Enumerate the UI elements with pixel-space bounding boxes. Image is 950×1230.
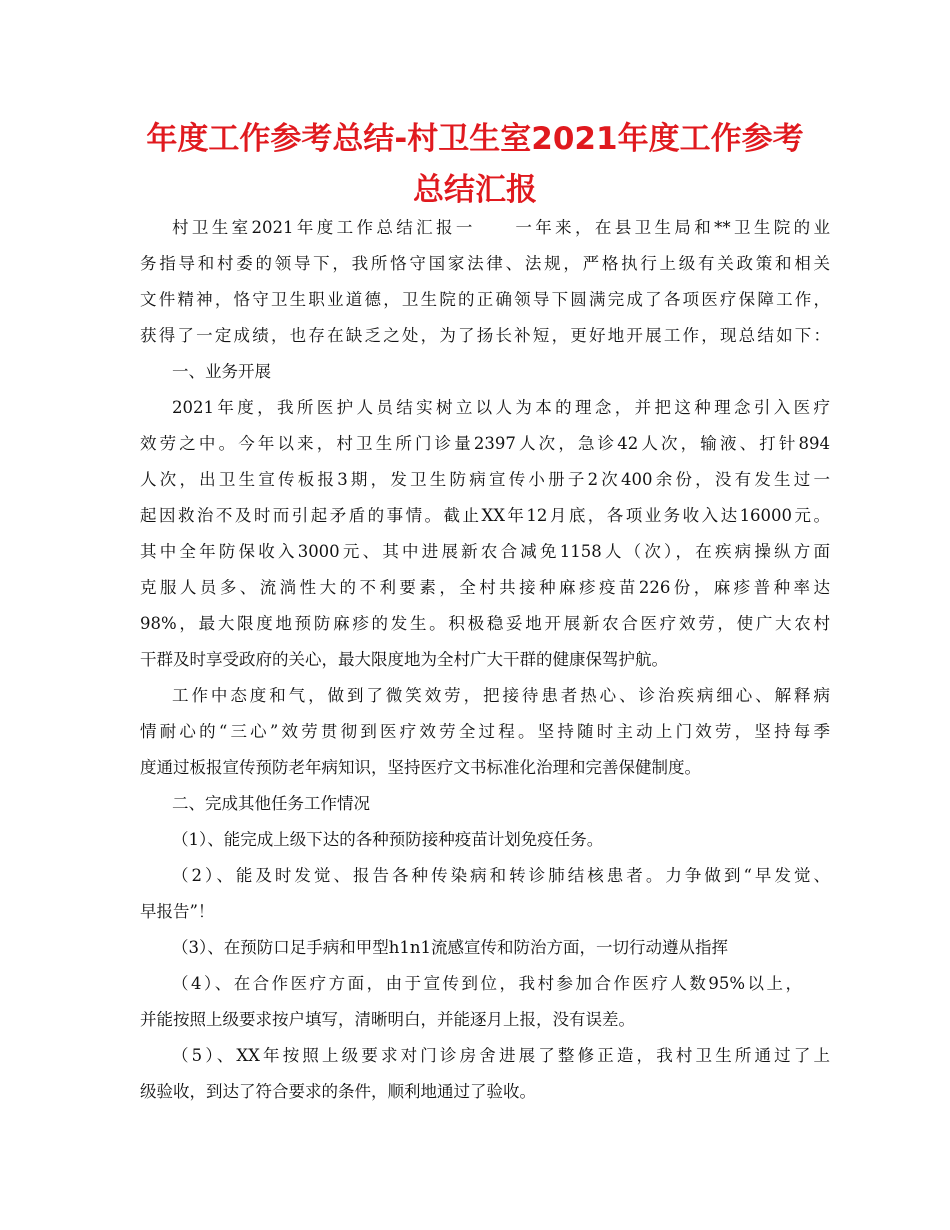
text-line: 并能按照上级要求按户填写，清晰明白，并能逐月上报，没有误差。	[140, 1010, 635, 1029]
section-heading: 二、完成其他任务工作情况	[172, 794, 370, 813]
text-line: 村卫生室2021年度工作总结汇报一 一年来，在县卫生局和**卫生院的业	[172, 218, 830, 237]
text-line: 情耐心的“三心”效劳贯彻到医疗效劳全过程。坚持随时主动上门效劳，坚持每季	[140, 722, 830, 741]
list-item: （5）、XX年按照上级要求对门诊房舍进展了整修正造，我村卫生所通过了上	[172, 1046, 830, 1065]
text-line: 获得了一定成绩，也存在缺乏之处，为了扬长补短，更好地开展工作，现总结如下：	[140, 326, 830, 345]
list-item: （1）、能完成上级下达的各种预防接种疫苗计划免疫任务。	[172, 830, 604, 849]
text-line: 早报告”！	[140, 902, 215, 921]
text-line: 工作中态度和气，做到了微笑效劳，把接待患者热心、诊治疾病细心、解释病	[172, 686, 830, 705]
text-line: 98%，最大限度地预防麻疹的发生。积极稳妥地开展新农合医疗效劳，使广大农村	[140, 614, 830, 633]
text-line: 度通过板报宣传预防老年病知识，坚持医疗文书标准化治理和完善保健制度。	[140, 758, 701, 777]
document-title-line-1: 年度工作参考总结-村卫生室2021年度工作参考	[146, 121, 804, 157]
text-line: 克服人员多、流淌性大的不利要素，全村共接种麻疹疫苗226份，麻疹普种率达	[140, 578, 830, 597]
text-line: 效劳之中。今年以来，村卫生所门诊量2397人次，急诊42人次，输液、打针894	[140, 434, 830, 453]
text-line: 2021年度，我所医护人员结实树立以人为本的理念，并把这种理念引入医疗	[172, 398, 830, 417]
list-item: （2）、能及时发觉、报告各种传染病和转诊肺结核患者。力争做到“早发觉、	[172, 866, 830, 885]
list-item: （3）、在预防口足手病和甲型h1n1流感宣传和防治方面，一切行动遵从指挥	[172, 938, 728, 957]
section-heading: 一、业务开展	[172, 362, 271, 381]
list-item: （4）、在合作医疗方面，由于宣传到位，我村参加合作医疗人数95%以上，	[172, 974, 802, 993]
text-line: 级验收，到达了符合要求的条件，顺利地通过了验收。	[140, 1082, 536, 1101]
text-line: 文件精神，恪守卫生职业道德，卫生院的正确领导下圆满完成了各项医疗保障工作，	[140, 290, 830, 309]
text-line: 务指导和村委的领导下，我所恪守国家法律、法规，严格执行上级有关政策和相关	[140, 254, 830, 273]
text-line: 其中全年防保收入3000元、其中进展新农合减免1158人（次），在疾病操纵方面	[140, 542, 830, 561]
text-line: 人次，出卫生宣传板报3期，发卫生防病宣传小册子2次400余份，没有发生过一	[140, 470, 830, 489]
text-line: 起因救治不及时而引起矛盾的事情。截止XX年12月底，各项业务收入达16000元。	[140, 506, 830, 525]
text-line: 干群及时享受政府的关心，最大限度地为全村广大干群的健康保驾护航。	[140, 650, 668, 669]
document-title-line-2: 总结汇报	[413, 172, 537, 208]
